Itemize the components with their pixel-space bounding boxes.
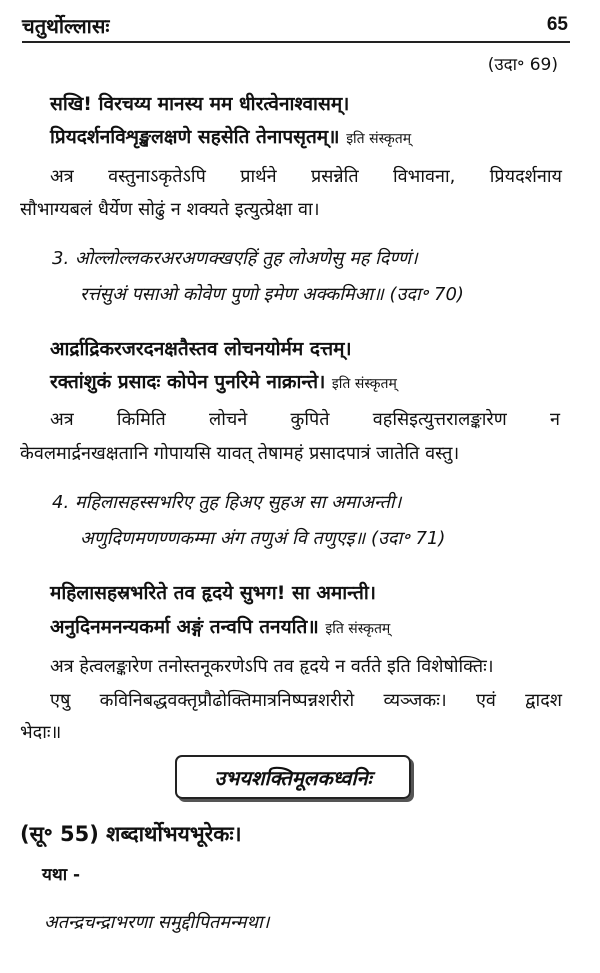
commentary-line: अत्र वस्तुनाऽकृतेऽपि प्रार्थने प्रसन्नेति विभावना, प्रियदर्शनाय <box>50 166 562 187</box>
verse-line <box>50 123 411 149</box>
verse-text: प्रियदर्शनविशृङ्खलक्षणे सहसेति तेनापसृतम्॥ <box>50 126 340 148</box>
section-heading-box <box>175 755 411 799</box>
header-rule <box>22 41 570 43</box>
prakrit-verse-line: अणुदिणमणण्णकम्मा अंग तणुअं वि तणुएइ॥ (उदा॰ 71) <box>80 528 446 549</box>
commentary-line: एषु कविनिबद्धवक्तृप्रौढोक्तिमात्रनिष्पन्नशरीरो व्यञ्जकः। एवं द्वादश <box>50 690 562 711</box>
verse-line <box>50 368 397 394</box>
commentary-line: अत्र हेत्वलङ्कारेण तनोस्तनूकरणेऽपि तव हृदये न वर्तते इति विशेषोक्तिः। <box>50 656 494 677</box>
commentary-line: अत्र किमिति लोचने कुपिते वहसिइत्युत्तरालङ्कारेण न <box>50 409 560 430</box>
verse-line <box>50 613 390 639</box>
sutra-line: (सू॰ 55) शब्दार्थोभयभूरेकः। <box>20 822 242 846</box>
verse-text: रक्तांशुकं प्रसादः कोपेन पुनरिमे नाक्रान्ते। <box>50 371 326 393</box>
prakrit-verse-line: 3. ओल्लोल्लकरअरअणक्खएहिं तुह लोअणेसु मह दिण्णं। <box>52 248 418 269</box>
example-reference: (उदा॰ 69) <box>487 55 558 75</box>
prakrit-verse-line: 4. महिलासहस्सभरिए तुह हिअए सुहअ सा अमाअन्ती। <box>52 492 402 513</box>
sanskrit-tag: इति संस्कृतम् <box>331 376 397 392</box>
verse-line: आर्द्राद्रिकरजरदनक्षतैस्तव लोचनयोर्मम दत्तम्। <box>50 338 352 360</box>
example-verse-line: अतन्द्रचन्द्राभरणा समुद्दीपितमन्मथा। <box>44 912 270 933</box>
verse-line: सखि! विरचय्य मानस्य मम धीरत्वेनाश्वासम्। <box>50 93 350 115</box>
commentary-line: भेदाः॥ <box>20 722 62 743</box>
section-heading: उभयशक्तिमूलकध्वनिः <box>214 765 372 790</box>
sanskrit-tag: इति संस्कृतम् <box>325 621 391 637</box>
chapter-title: चतुर्थोल्लासः <box>22 14 110 38</box>
example-intro: यथा - <box>42 865 81 885</box>
sanskrit-tag: इति संस्कृतम् <box>346 131 412 147</box>
commentary-line: केवलमार्द्रनखक्षतानि गोपायसि यावत् तेषामहं प्रसादपात्रं जातेति वस्तु। <box>20 443 460 464</box>
verse-line: महिलासहस्रभरिते तव हृदये सुभग! सा अमान्ती। <box>50 582 376 604</box>
page-number: 65 <box>546 14 568 35</box>
page-header <box>22 10 570 40</box>
commentary-line: सौभाग्यबलं धैर्येण सोढुं न शक्यते इत्युत्प्रेक्षा वा। <box>20 199 320 220</box>
verse-text: अनुदिनमनन्यकर्मा अङ्गं तन्वपि तनयति॥ <box>50 616 319 638</box>
prakrit-verse-line: रत्तंसुअं पसाओ कोवेण पुणो इमेण अक्कमिआ॥ (उदा॰ 70) <box>80 284 464 305</box>
